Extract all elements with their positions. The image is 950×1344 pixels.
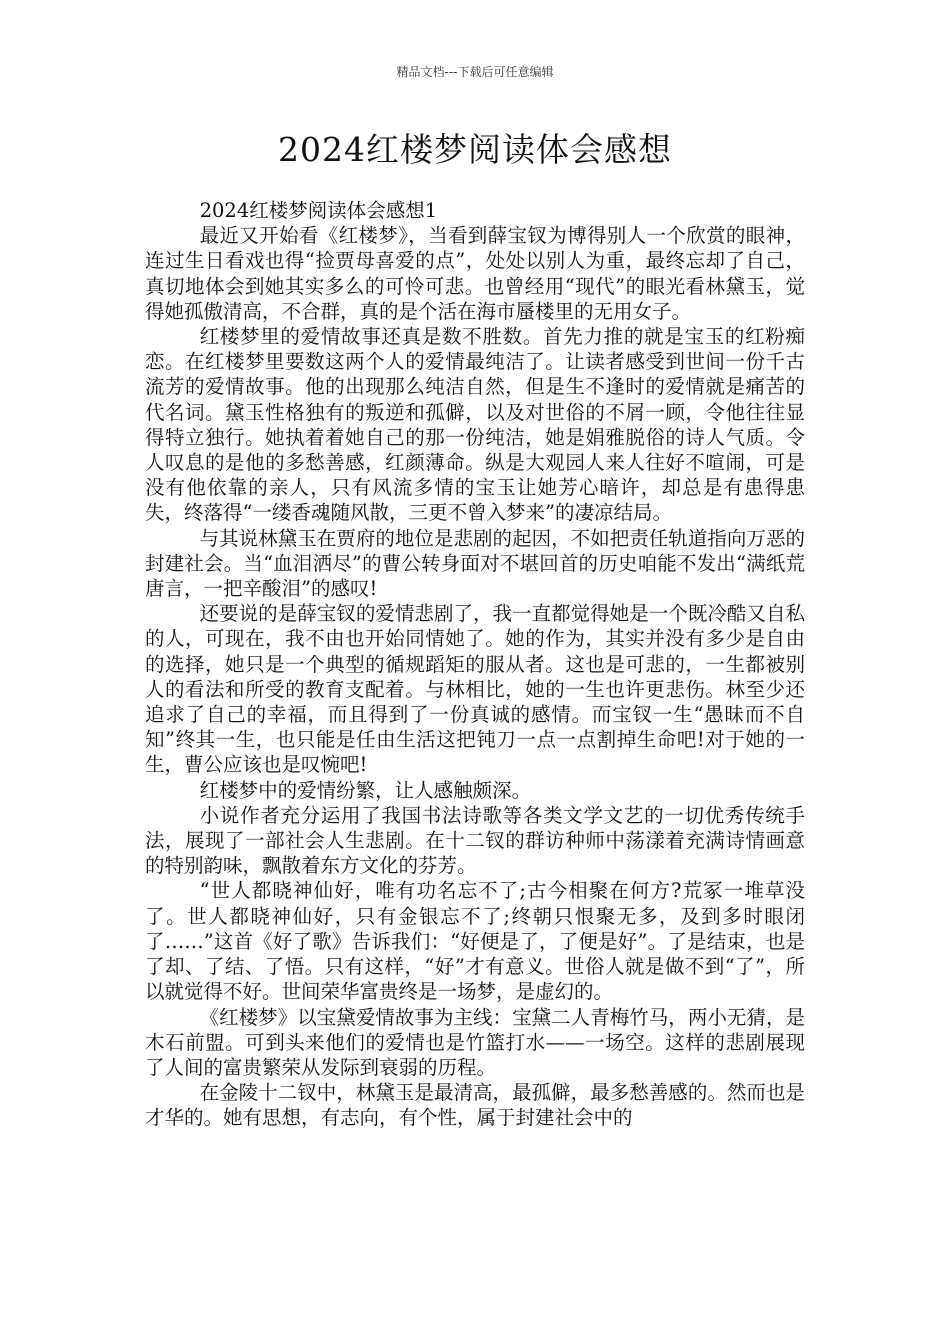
section-heading: 2024红楼梦阅读体会感想1 [199,199,438,222]
document-body [145,198,805,1131]
paragraph: 在金陵十二钗中，林黛玉是最清高，最孤僻，最多愁善感的。然而也是才华的。她有思想，有志向，有个性，属于封建社会中的 [145,1081,805,1130]
paragraph: 小说作者充分运用了我国书法诗歌等各类文学文艺的一切优秀传统手法，展现了一部社会人生悲剧。在十二钗的群访种师中荡漾着充满诗情画意的特别韵味，飘散着东方文化的芬芳。 [145,803,805,878]
paragraph: 红楼梦中的爱情纷繁，让人感触颇深。 [199,778,532,802]
document-title: 2024红楼梦阅读体会感想 [278,130,672,169]
paragraph: 最近又开始看《红楼梦》，当看到薛宝钗为博得别人一个欣赏的眼神，连过生日看戏也得“捡贾母喜爱的点”，处处以别人为重，最终忘却了自己，真切地体会到她其实多么的可怜可悲。也曾经用“现代”的眼光看林黛玉，觉得她孤傲清高，不合群，真的是个活在海市蜃楼里的无用女子。 [145,224,805,323]
paragraph: 还要说的是薛宝钗的爱情悲剧了，我一直都觉得她是一个既冷酷又自私的人，可现在，我不由也开始同情她了。她的作为，其实并没有多少是自由的选择，她只是一个典型的循规蹈矩的服从者。这也是可悲的，一生都被别人的看法和所受的教育支配着。与林相比，她的一生也许更悲伤。林至少还追求了自己的幸福，而且得到了一份真诚的感情。而宝钗一生“愚昧而不自知”终其一生，也只能是任由生活这把钝刀一点一点割掉生命吧!对于她的一生，曹公应该也是叹惋吧! [145,602,805,777]
paragraph: 与其说林黛玉在贾府的地位是悲剧的起因，不如把责任轨道指向万恶的封建社会。当“血泪洒尽”的曹公转身面对不堪回首的历史咱能不发出“满纸荒唐言，一把辛酸泪”的感叹! [145,526,805,601]
paragraph: 红楼梦里的爱情故事还真是数不胜数。首先力推的就是宝玉的红粉痴恋。在红楼梦里要数这两个人的爱情最纯洁了。让读者感受到世间一份千古流芳的爱情故事。他的出现那么纯洁自然，但是生不逢时的爱情就是痛苦的代名词。黛玉性格独有的叛逆和孤僻，以及对世俗的不屑一顾，令他往往显得特立独行。她执着着她自己的那一份纯洁，她是娟雅脱俗的诗人气质。令人叹息的是他的多愁善感，红颜薄命。纵是大观园人来人往好不喧闹，可是没有他依靠的亲人，只有风流多情的宝玉让她芳心暗许，却总是有患得患失，终落得“一缕香魂随风散，三更不曾入梦来”的凄凉结局。 [145,325,805,525]
paragraph: “世人都晓神仙好，唯有功名忘不了;古今相聚在何方?荒冢一堆草没了。世人都晓神仙好，只有金银忘不了;终朝只恨聚无多，及到多时眼闭了……”这首《好了歌》告诉我们：“好便是了，了便是好”。了是结束，也是了却、了结、了悟。只有这样，“好”才有意义。世俗人就是做不到“了”，所以就觉得不好。世间荣华富贵终是一场梦，是虚幻的。 [145,879,805,1004]
page-header: 精品文档---下载后可任意编辑 [396,65,554,79]
paragraph: 《红楼梦》以宝黛爱情故事为主线：宝黛二人青梅竹马，两小无猜，是木石前盟。可到头来他们的爱情也是竹篮打水——一场空。这样的悲剧展现了人间的富贵繁荣从发际到衰弱的历程。 [145,1005,805,1079]
